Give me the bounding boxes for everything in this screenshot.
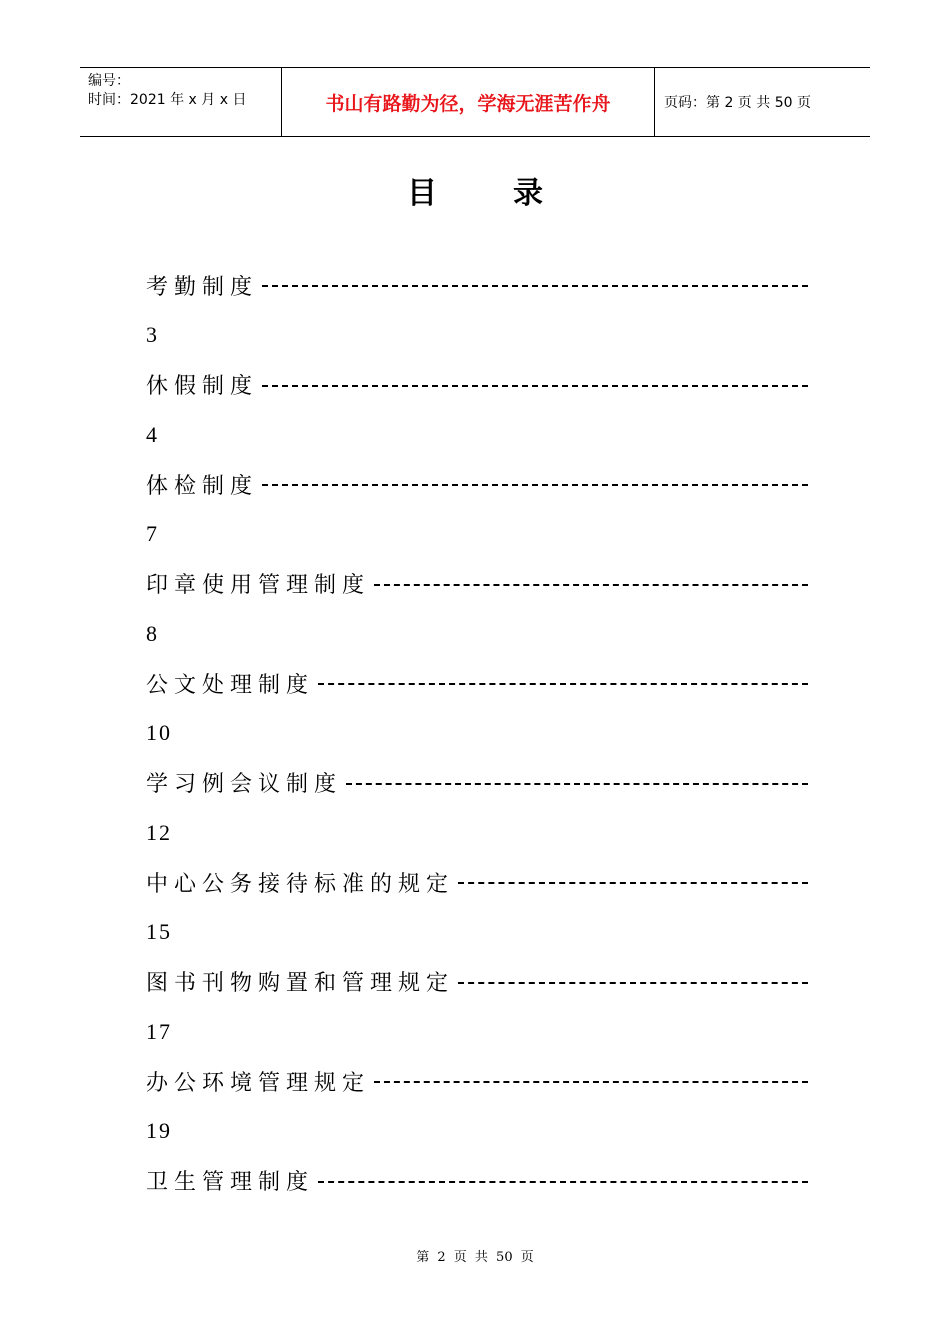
toc-entry-label: 公文处理制度 [146,672,315,698]
toc-entry-page: 4 [146,421,159,447]
toc-entry-label: 休假制度 [146,374,259,399]
toc-entry [146,362,808,462]
toc-entry-row[interactable] [146,959,808,1005]
toc-entry-label: 图书刊物购置和管理规定 [146,971,455,996]
toc-entry-page: 15 [146,919,172,944]
toc-leader-line [318,683,808,685]
toc-leader-line [374,1081,808,1083]
toc-entry [146,1158,808,1258]
toc-entry-label: 考勤制度 [146,274,259,300]
toc-entry [146,461,808,561]
toc-entry-label: 印章使用管理制度 [146,573,371,598]
toc-leader-line [262,285,808,287]
toc-entry-page: 17 [146,1018,172,1044]
toc-entry [146,262,808,362]
toc-entry-page: 19 [146,1118,172,1143]
toc-entry-label: 学习例会议制度 [146,772,343,797]
toc-leader-line [318,1181,808,1183]
toc-entry [146,561,808,661]
toc-entry-page: 7 [146,521,159,546]
toc-entry-row[interactable] [146,760,808,806]
toc-entry-row[interactable] [146,561,808,607]
toc-entry [146,1058,808,1158]
toc-entry [146,959,808,1059]
toc-entry-page: 12 [146,819,172,845]
toc-leader-line [458,982,808,984]
toc-entry-label: 体检制度 [146,473,259,499]
header-meta-cell [80,68,282,136]
toc-entry-row[interactable] [146,1058,808,1104]
toc-entry-row[interactable] [146,859,808,905]
document-number-label: 编号： [88,73,130,89]
toc-leader-line [346,783,808,785]
toc-leader-line [262,385,808,387]
toc-leader-line [374,584,808,586]
toc-entry [146,660,808,760]
toc-leader-line [262,484,808,486]
toc-entry-label: 卫生管理制度 [146,1170,315,1195]
toc-entry-row[interactable] [146,362,808,408]
toc-entry-page: 10 [146,720,172,745]
toc-entry [146,760,808,860]
document-time-label: 时间：2021 年 x 月 x 日 [88,92,247,108]
toc-entry-label: 中心公务接待标准的规定 [146,871,455,897]
toc-leader-line [458,882,808,884]
toc-entry-row[interactable] [146,461,808,507]
toc-entry-row[interactable] [146,660,808,706]
toc-entry [146,859,808,959]
table-of-contents [146,262,808,1257]
document-header [80,67,870,137]
toc-entry-row[interactable] [146,262,808,308]
toc-entry-page: 8 [146,620,159,646]
header-motto: 书山有路勤为径，学海无涯苦作舟 [282,68,655,136]
page-footer: 第 2 页 共 50 页 [416,1250,534,1265]
header-page-info: 页码：第 2 页 共 50 页 [664,95,811,111]
page-title: 目录 [407,176,619,211]
toc-entry-label: 办公环境管理规定 [146,1070,371,1096]
toc-entry-row[interactable] [146,1158,808,1204]
toc-entry-page: 3 [146,322,159,347]
